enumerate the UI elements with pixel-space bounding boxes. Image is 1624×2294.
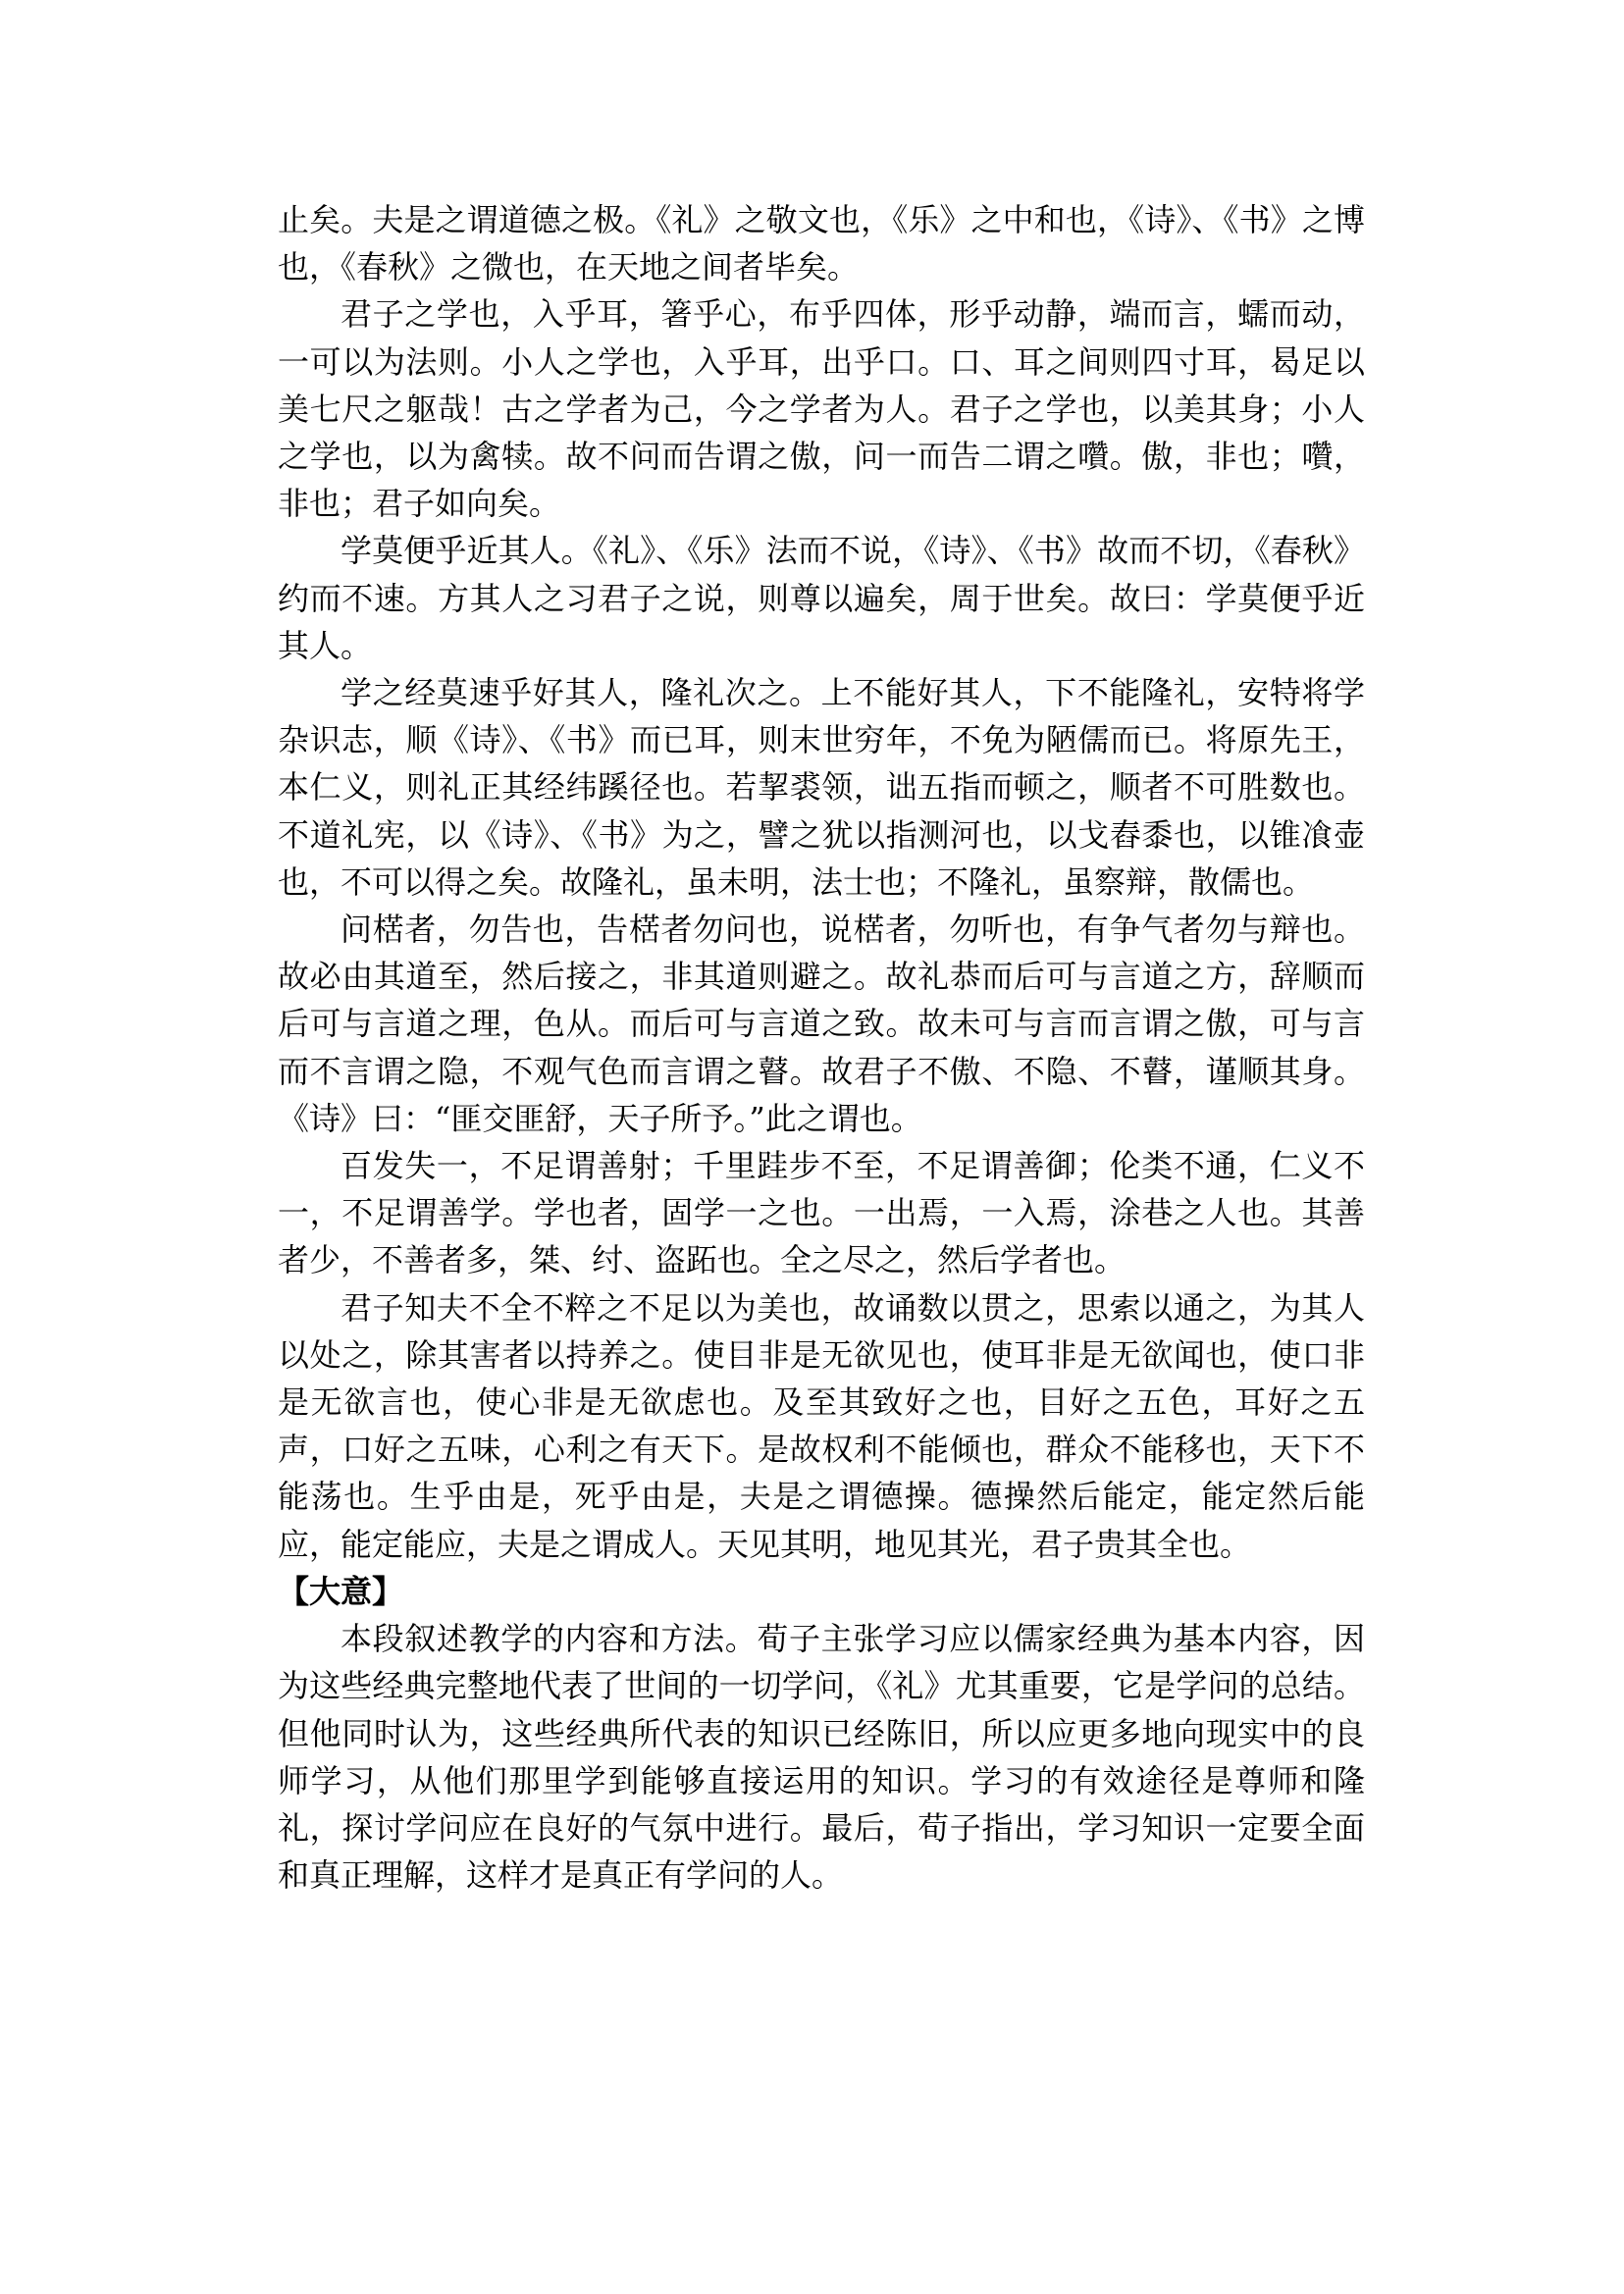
paragraph-junzi-zhi-xue: 君子之学也，入乎耳，箸乎心，布乎四体，形乎动静，端而言，蠕而动，一可以为法则。小人之学也，入乎耳，出乎口。口、耳之间则四寸耳，曷足以美七尺之躯哉！古之学者为己，今之学者为人。君子之学也，以美其身；小人之学也，以为禽犊。故不问而告谓之傲，问一而告二谓之囋。傲，非也；囋，非也；君子如向矣。: [278, 295, 1365, 523]
paragraph-xue-zhi-jing: 学之经莫速乎好其人，隆礼次之。上不能好其人，下不能隆礼，安特将学杂识志，顺《诗》、《书》而已耳，则末世穷年，不免为陋儒而已。将原先王，本仁义，则礼正其经纬蹊径也。若挈裘领，诎五指而顿之，顺者不可胜数也。不道礼宪，以《诗》、《书》为之，譬之犹以指测河也，以戈舂黍也，以锥飡壶也，不可以得之矣。故隆礼，虽未明，法士也；不隆礼，虽察辩，散儒也。: [278, 674, 1365, 901]
paragraph-continuation: 止矣。夫是之谓道德之极。《礼》之敬文也，《乐》之中和也，《诗》、《书》之博也，《春秋》之微也，在天地之间者毕矣。: [278, 201, 1365, 287]
summary-paragraph: 本段叙述教学的内容和方法。荀子主张学习应以儒家经典为基本内容，因为这些经典完整地代表了世间的一切学问，《礼》尤其重要，它是学问的总结。但他同时认为，这些经典所代表的知识已经陈旧，所以应更多地向现实中的良师学习，从他们那里学到能够直接运用的知识。学习的有效途径是尊师和隆礼，探讨学问应在良好的气氛中进行。最后，荀子指出，学习知识一定要全面和真正理解，这样才是真正有学问的人。: [278, 1620, 1365, 1895]
document-page: [278, 196, 1365, 1899]
paragraph-junzi-zhi-fu: 君子知夫不全不粹之不足以为美也，故诵数以贯之，思索以通之，为其人以处之，除其害者以持养之。使目非是无欲见也，使耳非是无欲闻也，使口非是无欲言也，使心非是无欲虑也。及至其致好之也，目好之五色，耳好之五声，口好之五味，心利之有天下。是故权利不能倾也，群众不能移也，天下不能荡也。生乎由是，死乎由是，夫是之谓德操。德操然后能定，能定然后能应，能定能应，夫是之谓成人。天见其明，地见其光，君子贵其全也。: [278, 1288, 1365, 1563]
paragraph-wen-ku-zhe: 问楛者，勿告也，告楛者勿问也，说楛者，勿听也，有争气者勿与辩也。故必由其道至，然后接之，非其道则避之。故礼恭而后可与言道之方，辞顺而后可与言道之理，色从。而后可与言道之致。故未可与言而言谓之傲，可与言而不言谓之隐，不观气色而言谓之瞽。故君子不傲、不隐、不瞽，谨顺其身。《诗》曰：“匪交匪舒，天子所予。”此之谓也。: [278, 911, 1365, 1137]
paragraph-xue-mo-bian: 学莫便乎近其人。《礼》、《乐》法而不说，《诗》、《书》故而不切，《春秋》约而不速。方其人之习君子之说，则尊以遍矣，周于世矣。故曰：学莫便乎近其人。: [278, 532, 1365, 664]
section-heading: 【大意】: [278, 1572, 404, 1610]
paragraph-bai-fa-shi-yi: 百发失一，不足谓善射；千里跬步不至，不足谓善御；伦类不通，仁义不一，不足谓善学。学也者，固学一之也。一出焉，一入焉，涂巷之人也。其善者少，不善者多，桀、纣、盗跖也。全之尽之，然后学者也。: [278, 1147, 1365, 1279]
